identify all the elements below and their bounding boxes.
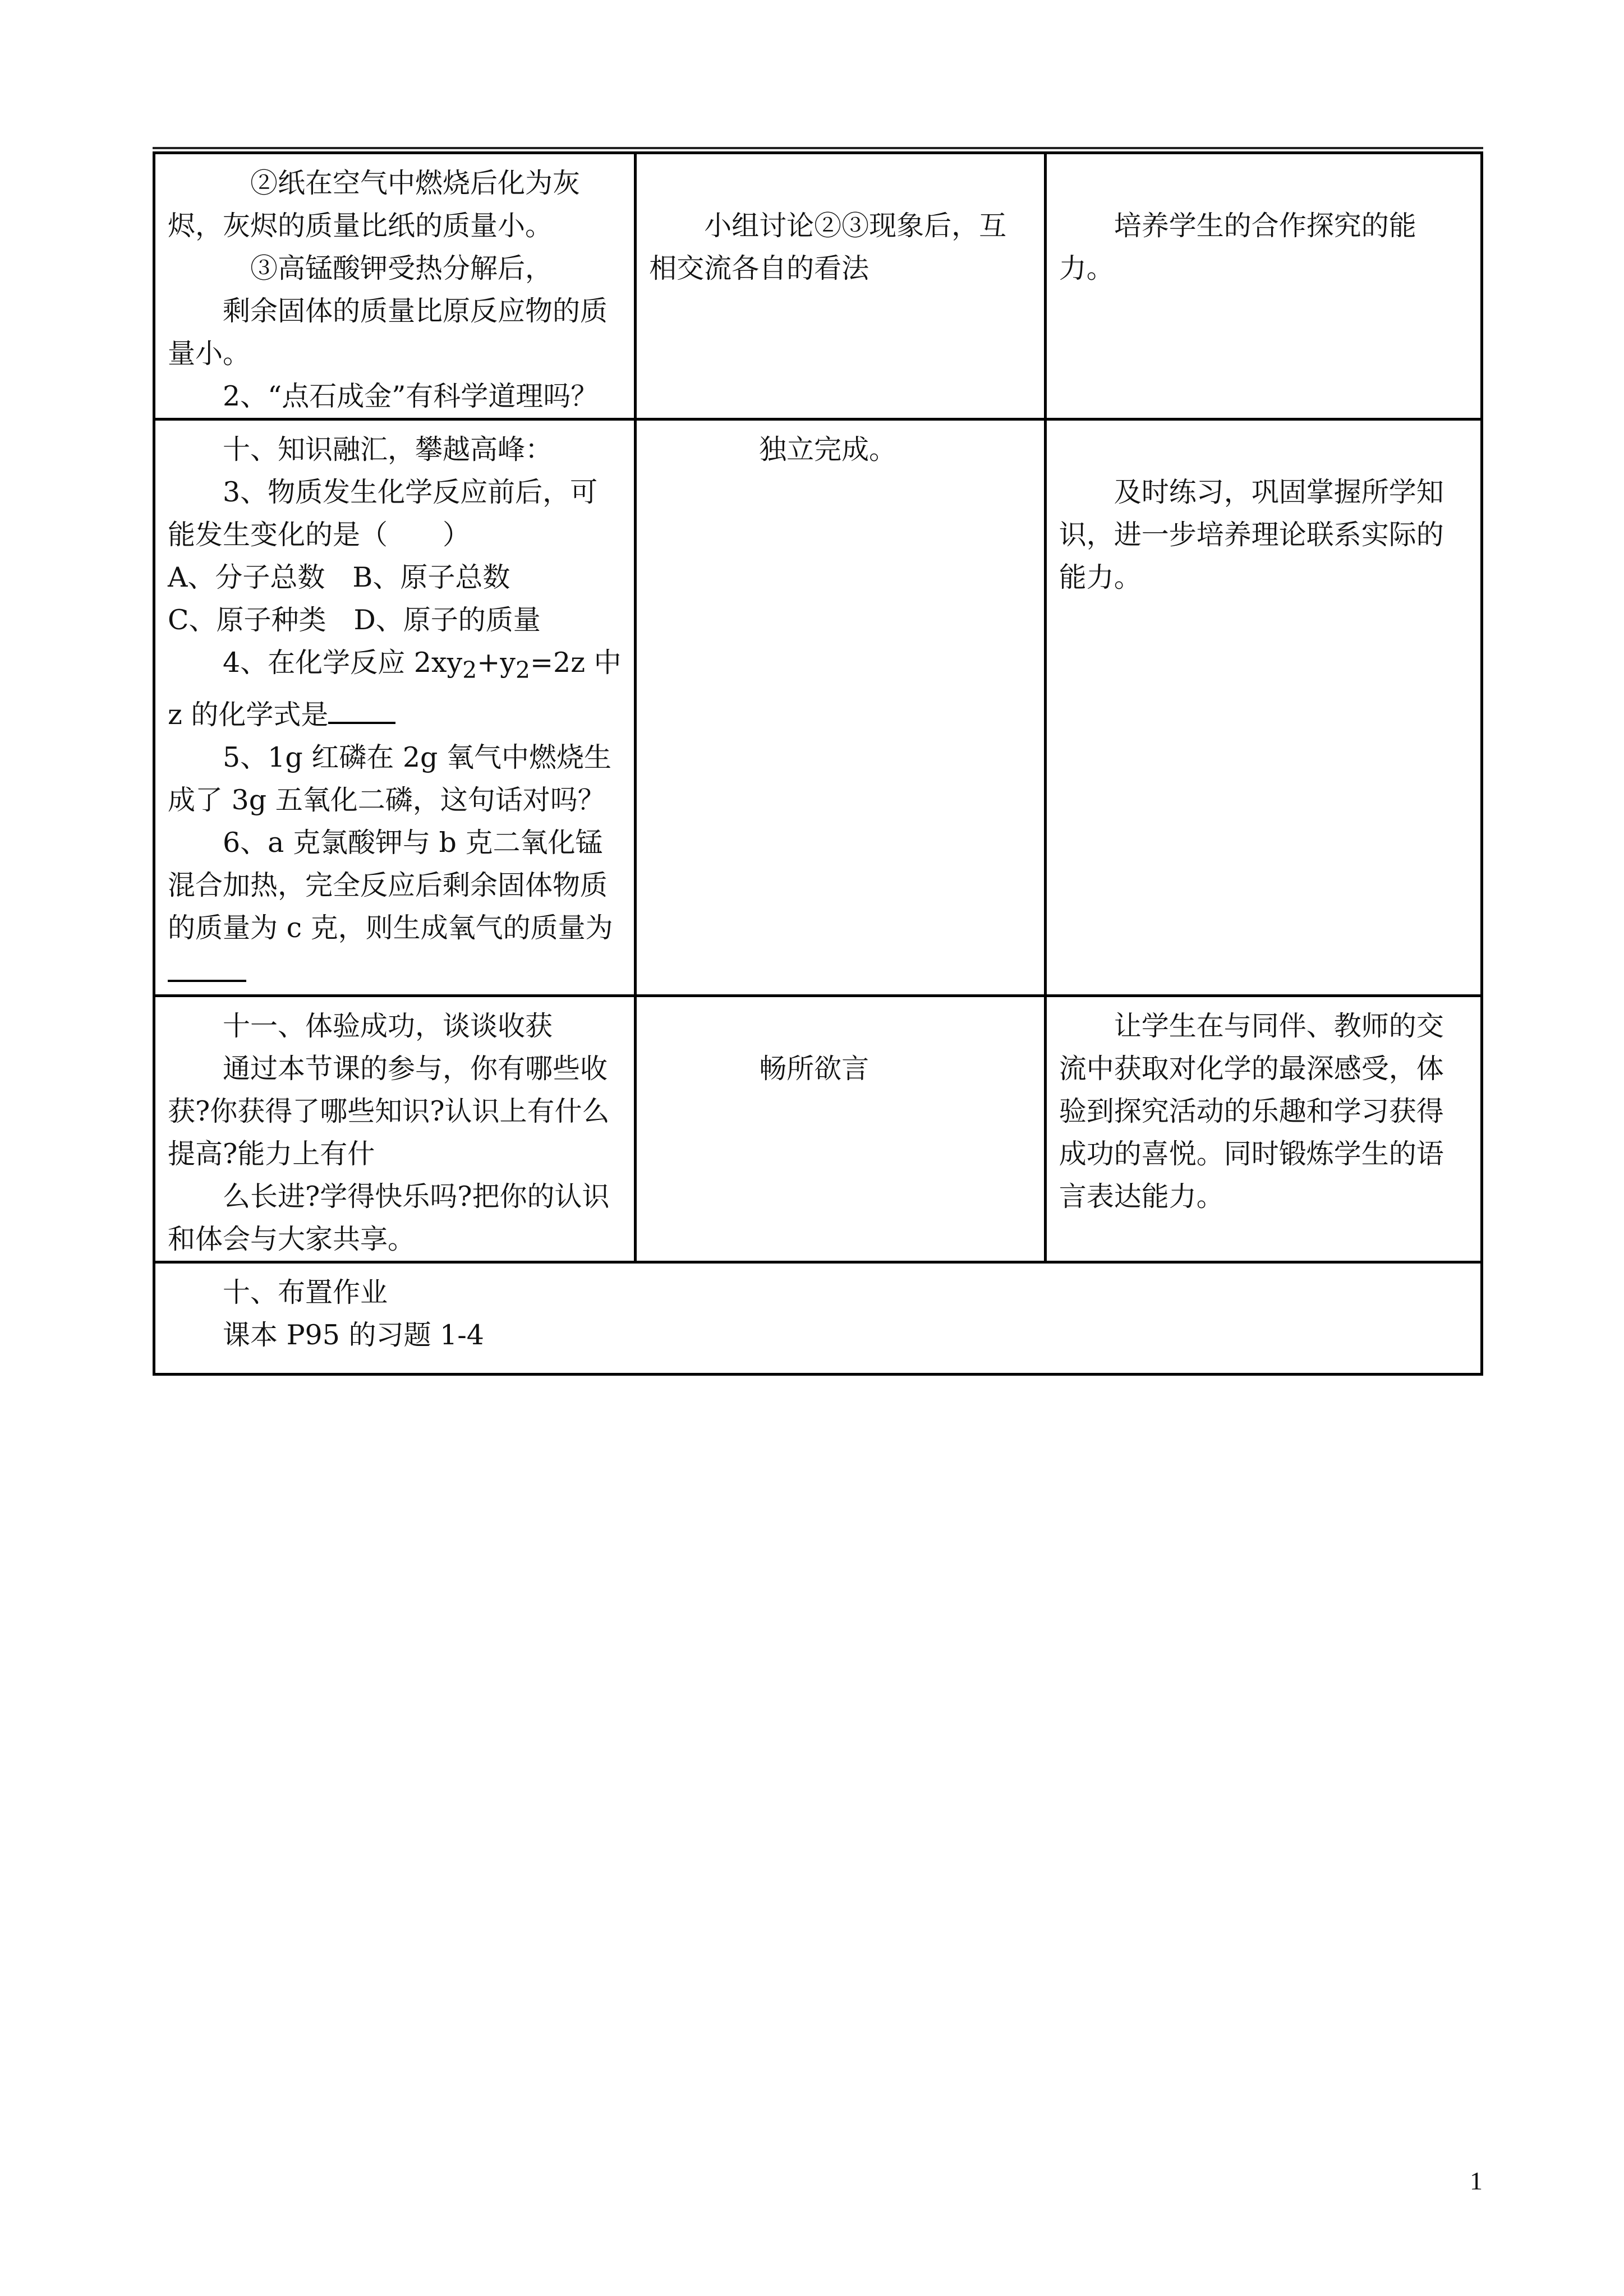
student-activity-cell <box>636 995 1046 1262</box>
equation-text: 4、在化学反应 2xy <box>223 647 463 679</box>
equation-text: +y <box>477 647 516 679</box>
content-line: 通过本节课的参与，你有哪些收获?你获得了哪些知识?认识上有什么提高?能力上有什 <box>168 1052 610 1170</box>
content-line: 十、知识融汇，攀越高峰： <box>223 434 553 465</box>
question-text: 6、a 克氯酸钾与 b 克二氧化锰混合加热，完全反应后剩余固体物质的质量为 c 克，则生成氧气的质量为 <box>168 826 613 944</box>
content-line: 2、“点石成金”有科学道理吗？ <box>223 380 599 412</box>
content-line: 剩余固体的质量比原反应物的质量小。 <box>168 295 608 370</box>
page-number: 1 <box>1470 2166 1483 2195</box>
design-intent-cell <box>1045 995 1482 1262</box>
student-activity-cell <box>636 153 1046 419</box>
design-intent-cell <box>1045 419 1482 996</box>
answer-blank <box>328 691 395 724</box>
subscript-2: 2 <box>515 656 530 684</box>
answer-blank <box>168 949 246 982</box>
content-line: ③高锰酸钾受热分解后， <box>250 252 553 284</box>
student-activity-cell <box>636 419 1046 996</box>
content-line <box>168 642 623 736</box>
design-intent-cell <box>1045 153 1482 419</box>
teaching-content-cell <box>154 995 636 1262</box>
table-row <box>154 153 1482 419</box>
content-line: 5、1g 红磷在 2g 氧气中燃烧生成了 3g 五氧化二磷，这句话对吗？ <box>168 741 611 816</box>
content-line: 十、布置作业 <box>223 1276 388 1308</box>
content-line: A、分子总数 B、原子总数 <box>168 561 510 593</box>
content-line: 十一、体验成功，谈谈收获 <box>223 1009 553 1042</box>
teaching-content-cell <box>154 419 636 996</box>
purpose-text: 及时练习，巩固掌握所学知识，进一步培养理论联系实际的能力。 <box>1059 476 1444 593</box>
table-row <box>154 995 1482 1262</box>
teaching-content-cell <box>154 153 636 419</box>
equation-text: =2z 中 z 的化学式是 <box>168 647 622 731</box>
content-line: 3、物质发生化学反应前后，可能发生变化的是（ ） <box>168 476 598 551</box>
purpose-text: 培养学生的合作探究的能力。 <box>1059 210 1416 284</box>
lesson-plan-table <box>153 151 1483 1376</box>
table-row <box>154 1262 1482 1374</box>
table-row <box>154 419 1482 996</box>
activity-text: 小组讨论②③现象后，互相交流各自的看法 <box>649 210 1007 284</box>
header-rule <box>153 147 1483 149</box>
content-line: 么长进?学得快乐吗?把你的认识和体会与大家共享。 <box>168 1180 610 1255</box>
activity-text: 畅所欲言 <box>759 1052 869 1085</box>
activity-text: 独立完成。 <box>759 434 897 465</box>
content-line <box>168 822 623 994</box>
homework-cell <box>154 1262 1482 1374</box>
content-line: 课本 P95 的习题 1-4 <box>223 1318 484 1351</box>
purpose-text: 让学生在与同伴、教师的交流中获取对化学的最深感受，体验到探究活动的乐趣和学习获得成功的喜悦。同时锻炼学生的语言表达能力。 <box>1059 1009 1444 1212</box>
content-line: ②纸在空气中燃烧后化为灰烬，灰烬的质量比纸的质量小。 <box>168 167 581 242</box>
subscript-2: 2 <box>462 656 477 684</box>
content-line: C、原子种类 D、原子的质量 <box>168 604 541 636</box>
